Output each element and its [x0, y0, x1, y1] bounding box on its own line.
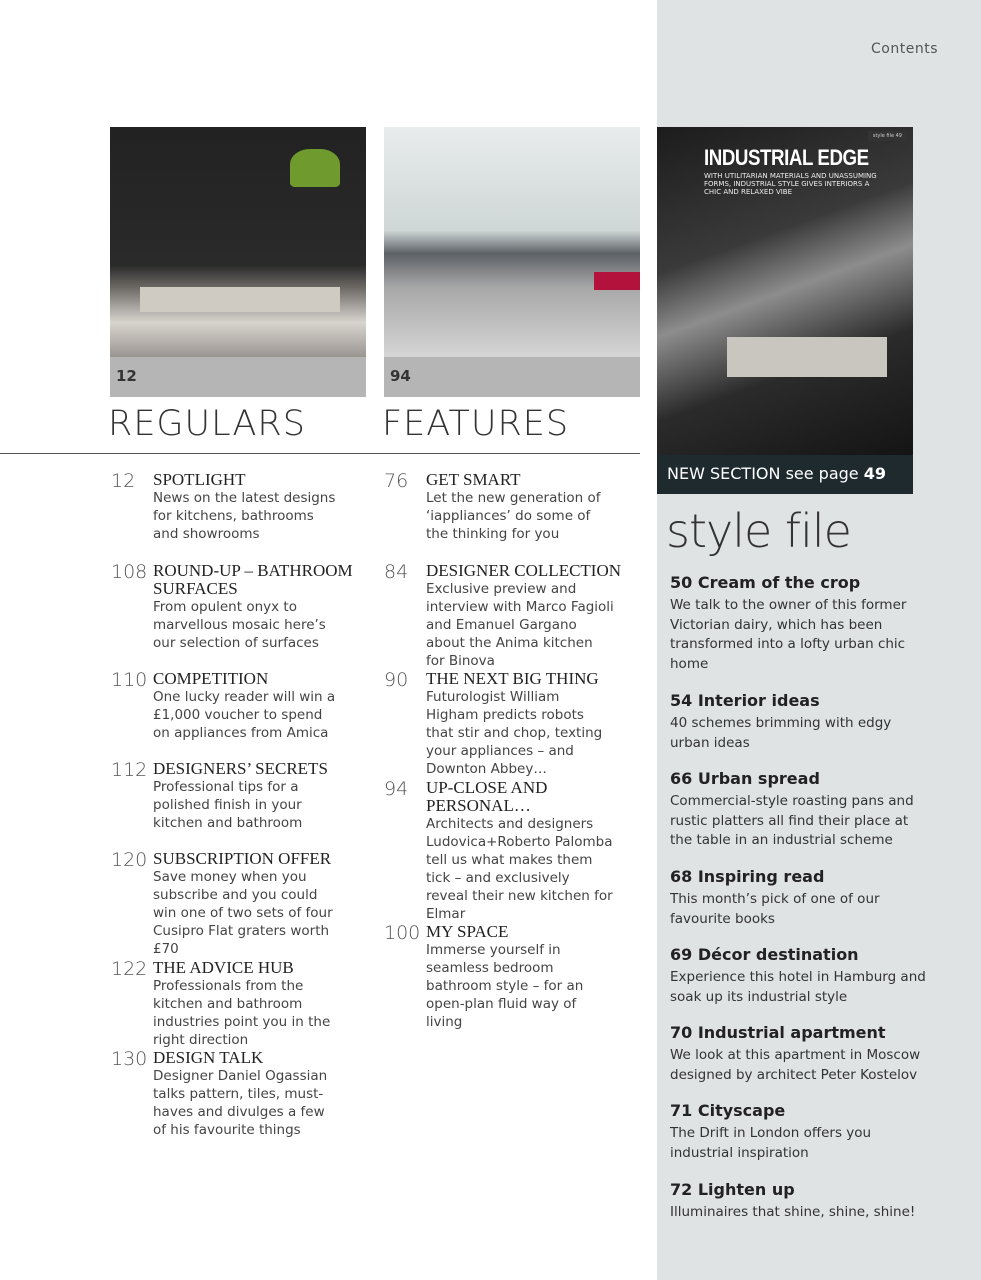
entry-description: Professionals from the kitchen and bathroom industries point you in the right direction	[153, 978, 331, 1048]
contents-entry[interactable]	[111, 759, 341, 832]
entry-description: One lucky reader will win a £1,000 voucher to spend on appliances from Amica	[153, 689, 336, 741]
entry-title: 50 Cream of the crop	[670, 573, 861, 592]
section-label: Contents	[871, 41, 938, 57]
entry-title: 72 Lighten up	[670, 1180, 795, 1199]
bathroom-photo	[110, 127, 366, 357]
entry-title: DESIGNERS’ SECRETS	[153, 759, 328, 778]
entry-description: Futurologist William Higham predicts robots that stir and chop, texting your appliances – and Downton Abbey…	[426, 689, 603, 777]
cover-tag: style file 49	[868, 131, 907, 141]
entry-title: DESIGNER COLLECTION	[426, 561, 622, 580]
entry-title: 69 Décor destination	[670, 945, 859, 964]
style-file-entry[interactable]	[670, 867, 930, 929]
contents-entry[interactable]	[384, 470, 614, 543]
page-number: 12	[110, 357, 366, 397]
entry-description: Let the new generation of ‘iappliances’ do some of the thinking for you	[426, 490, 601, 542]
entry-title: UP-CLOSE AND PERSONAL…	[426, 778, 548, 815]
entry-description: Commercial-style roasting pans and rustic platters all find their place at the table in an industrial scheme	[670, 793, 914, 848]
contents-entry[interactable]	[111, 470, 341, 543]
entry-description: This month’s pick of one of our favourite books	[670, 891, 880, 927]
style-file-entry[interactable]	[670, 945, 930, 1007]
entry-title: DESIGN TALK	[153, 1048, 264, 1067]
contents-entry[interactable]	[384, 561, 622, 670]
entry-title: MY SPACE	[426, 922, 509, 941]
entry-title: 71 Cityscape	[670, 1101, 786, 1120]
entry-title: 68 Inspiring read	[670, 867, 825, 886]
style-file-entry[interactable]	[670, 691, 930, 753]
entry-title: SUBSCRIPTION OFFER	[153, 849, 332, 868]
contents-entry[interactable]	[384, 778, 614, 923]
style-file-heading: style file	[666, 504, 851, 558]
cover-headline: INDUSTRIAL EDGE	[704, 145, 869, 170]
style-file-entry[interactable]	[670, 1023, 930, 1085]
page-number: 108	[111, 561, 148, 583]
entry-description: We look at this apartment in Moscow designed by architect Peter Kostelov	[670, 1047, 921, 1083]
page-number: 76	[384, 470, 409, 492]
contents-entry[interactable]	[111, 669, 341, 742]
features-heading: FEATURES	[382, 404, 570, 444]
page-number: 94	[384, 778, 409, 800]
style-file-entry[interactable]	[670, 769, 930, 851]
contents-entry[interactable]	[111, 1048, 341, 1139]
page-number: 100	[384, 922, 421, 944]
entry-description: Experience this hotel in Hamburg and soak up its industrial style	[670, 969, 926, 1005]
style-file-cover[interactable]	[657, 127, 913, 455]
entry-title: 66 Urban spread	[670, 769, 820, 788]
kitchen-island	[727, 337, 887, 377]
page-number: 94	[384, 357, 640, 397]
page-number: 120	[111, 849, 148, 871]
style-file-entry[interactable]	[670, 1101, 930, 1163]
contents-entry[interactable]	[111, 561, 353, 652]
entry-description: Immerse yourself in seamless bedroom bathroom style – for an open-plan fluid way of living	[426, 942, 584, 1030]
regulars-thumbnail[interactable]	[110, 127, 366, 397]
entry-title: THE NEXT BIG THING	[426, 669, 599, 688]
contents-entry[interactable]	[384, 669, 614, 778]
page-number: 12	[111, 470, 136, 492]
page-number: 90	[384, 669, 409, 691]
contents-entry[interactable]	[111, 958, 341, 1049]
entry-title: THE ADVICE HUB	[153, 958, 294, 977]
features-thumbnail[interactable]	[384, 127, 640, 397]
cover-subhead: WITH UTILITARIAN MATERIALS AND UNASSUMING FORMS, INDUSTRIAL STYLE GIVES INTERIORS A CHIC AND RELAXED VIBE	[704, 172, 877, 196]
entry-description: Designer Daniel Ogassian talks pattern, tiles, must-haves and divulges a few of his favourite things	[153, 1068, 328, 1138]
regulars-heading: REGULARS	[108, 404, 306, 444]
page-number: 84	[384, 561, 409, 583]
style-file-entry[interactable]	[670, 573, 930, 674]
kitchen-photo	[384, 127, 640, 357]
new-section-banner[interactable]: NEW SECTION see page 49	[657, 455, 913, 494]
entry-title: COMPETITION	[153, 669, 269, 688]
entry-title: 54 Interior ideas	[670, 691, 820, 710]
entry-title: GET SMART	[426, 470, 521, 489]
entry-title: SPOTLIGHT	[153, 470, 246, 489]
entry-title: 70 Industrial apartment	[670, 1023, 886, 1042]
style-file-entry[interactable]	[670, 1180, 930, 1223]
entry-description: Exclusive preview and interview with Marco Fagioli and Emanuel Gargano about the Anima kitchen for Binova	[426, 581, 614, 669]
entry-description: Professional tips for a polished finish in your kitchen and bathroom	[153, 779, 303, 831]
entry-description: Architects and designers Ludovica+Roberto Palomba tell us what makes them tick – and exclusively reveal their new kitchen for Elmar	[426, 816, 613, 922]
entry-description: The Drift in London offers you industrial inspiration	[670, 1125, 872, 1161]
page-number: 110	[111, 669, 148, 691]
page-number: 122	[111, 958, 148, 980]
entry-description: Save money when you subscribe and you could win one of two sets of four Cusipro Flat graters worth £70	[153, 869, 333, 957]
contents-entry[interactable]	[111, 849, 341, 958]
page-number: 130	[111, 1048, 148, 1070]
entry-description: News on the latest designs for kitchens, bathrooms and showrooms	[153, 490, 336, 542]
entry-description: Illuminaires that shine, shine, shine!	[670, 1204, 916, 1220]
contents-entry[interactable]	[384, 922, 614, 1031]
page-number: 112	[111, 759, 148, 781]
entry-description: 40 schemes brimming with edgy urban ideas	[670, 715, 892, 751]
entry-description: From opulent onyx to marvellous mosaic here’s our selection of surfaces	[153, 599, 326, 651]
divider	[0, 453, 640, 454]
entry-description: We talk to the owner of this former Victorian dairy, which has been transformed into a lofty urban chic home	[670, 597, 907, 672]
entry-title: ROUND-UP – BATHROOM SURFACES	[153, 561, 353, 598]
